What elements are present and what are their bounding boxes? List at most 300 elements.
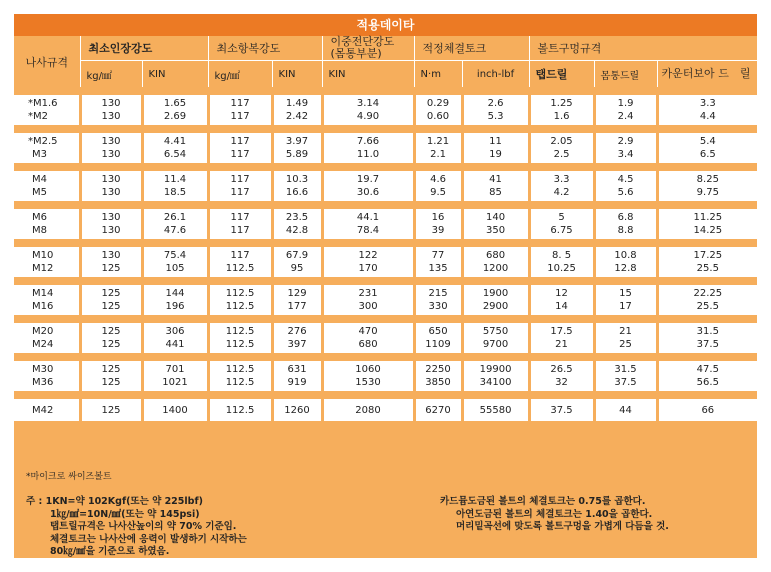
cell-torque-inlbf [462, 171, 529, 201]
cell-value: 701 [165, 364, 185, 375]
cell-yield-kgmm [208, 171, 272, 201]
cell-yield-kgmm [208, 323, 272, 353]
row-gap [14, 239, 757, 247]
cell-value: 140 [485, 212, 506, 223]
cell-value: 30.6 [356, 187, 380, 198]
row-gap-cell [14, 277, 757, 285]
cell-value: 8.8 [617, 225, 634, 236]
cell-torque-inlbf [462, 399, 529, 421]
cell-value: 2.6 [487, 98, 504, 109]
cell-counterbore [657, 171, 757, 201]
cell-value: M8 [32, 225, 47, 236]
cell-value: 1.65 [163, 98, 187, 109]
table-row [14, 323, 757, 353]
cell-value: 55580 [479, 404, 512, 416]
cell-value: M14 [32, 288, 54, 299]
cell-value: 4.5 [617, 174, 634, 185]
cell-value: 1.9 [617, 98, 634, 109]
cell-body-drill [594, 361, 657, 391]
cell-shear-kin [322, 171, 414, 201]
cell-value: 3.97 [285, 136, 309, 147]
cell-value: 330 [428, 301, 448, 312]
cell-value: 117 [230, 149, 250, 160]
cell-value: 6.54 [163, 149, 187, 160]
cell-value: 2.05 [550, 136, 573, 147]
note-left-5: 80㎏/㎟을 기준으로 하였음. [50, 546, 170, 557]
cell-tap-drill [529, 95, 594, 125]
cell-yield-kgmm [208, 399, 272, 421]
cell-value: 112.5 [225, 377, 255, 388]
row-gap-cell [14, 391, 757, 399]
cell-value: M3 [32, 149, 47, 160]
cell-value: 112.5 [225, 263, 255, 274]
cell-value: 117 [230, 136, 250, 147]
cell-value: 4.2 [553, 187, 570, 198]
cell-tensile-kgmm [80, 209, 142, 239]
cell-value: 112.5 [225, 326, 255, 337]
cell-value: M36 [32, 377, 54, 388]
cell-value: 306 [165, 326, 185, 337]
cell-torque-nm [414, 247, 462, 277]
row-gap [14, 163, 757, 171]
cell-value: 470 [358, 326, 378, 337]
note-left-3: 탭트릴규격은 나사산높이의 약 70% 기준임. [50, 521, 237, 532]
cell-tensile-kin [142, 209, 208, 239]
cell-spec [14, 209, 80, 239]
cell-value: 6.75 [550, 225, 573, 236]
cell-tap-drill [529, 133, 594, 163]
header-shear [322, 36, 414, 61]
unit-kin-yield: KIN [272, 61, 322, 88]
cell-tap-drill [529, 323, 594, 353]
cell-value: 10.3 [285, 174, 309, 185]
spec-table [14, 36, 758, 421]
cell-value: 47.6 [163, 225, 187, 236]
cell-value: 1.6 [553, 111, 570, 122]
unit-kgmm-tensile: kg/㎟ [80, 61, 142, 88]
cell-value: *M1.6 [28, 98, 58, 109]
cell-value: M5 [32, 187, 47, 198]
cell-value: 23.5 [285, 212, 309, 223]
table-row [14, 209, 757, 239]
cell-value: 5.3 [487, 111, 504, 122]
cell-value: 56.5 [696, 377, 719, 388]
data-sheet [14, 14, 757, 558]
cell-value: 3.4 [617, 149, 634, 160]
cell-value: *M2.5 [28, 136, 58, 147]
cell-value: 125 [101, 364, 121, 375]
cell-value: 2250 [425, 364, 451, 375]
row-gap-cell [14, 315, 757, 323]
cell-counterbore [657, 285, 757, 315]
cell-value: 1060 [355, 364, 381, 375]
row-gap-cell [14, 239, 757, 247]
cell-shear-kin [322, 95, 414, 125]
cell-shear-kin [322, 399, 414, 421]
cell-value: 18.5 [163, 187, 187, 198]
table-row [14, 133, 757, 163]
cell-value: 631 [287, 364, 307, 375]
cell-value: 19.7 [356, 174, 380, 185]
cell-value: 680 [358, 339, 378, 350]
cell-value: 39 [431, 225, 445, 236]
cell-yield-kgmm [208, 285, 272, 315]
cell-value: 47.5 [696, 364, 719, 375]
cell-value: 2.69 [163, 111, 187, 122]
cell-tensile-kin [142, 285, 208, 315]
table-title: 적용데이타 [14, 14, 757, 36]
cell-yield-kgmm [208, 247, 272, 277]
notes-right [440, 496, 669, 534]
row-gap [14, 125, 757, 133]
note-right-1: 카드뮴도금된 볼트의 체결토크는 0.75를 곱한다. [440, 496, 646, 507]
table-row [14, 285, 757, 315]
row-gap [14, 277, 757, 285]
cell-tensile-kgmm [80, 247, 142, 277]
header-tap-drill: 탭드릴 [529, 61, 594, 88]
cell-value: 130 [101, 187, 121, 198]
cell-value: 44.1 [356, 212, 380, 223]
unit-nm: N·m [414, 61, 462, 88]
footnote-micro-size: *마이크로 싸이즈볼트 [26, 472, 112, 482]
cell-tensile-kin [142, 247, 208, 277]
cell-value: 26.5 [550, 364, 573, 375]
cell-value: 0.29 [426, 98, 450, 109]
cell-yield-kin [272, 247, 322, 277]
cell-value: 1.25 [550, 98, 573, 109]
cell-torque-nm [414, 285, 462, 315]
cell-yield-kin [272, 285, 322, 315]
cell-torque-inlbf [462, 95, 529, 125]
table-body [14, 87, 757, 421]
cell-shear-kin [322, 209, 414, 239]
cell-value: 67.9 [285, 250, 309, 261]
cell-tap-drill [529, 361, 594, 391]
cell-body-drill [594, 247, 657, 277]
cell-tensile-kin [142, 399, 208, 421]
cell-value: 42.8 [285, 225, 309, 236]
header-shear-line2: (몸통부분) [330, 47, 382, 60]
cell-tensile-kgmm [80, 133, 142, 163]
cell-torque-inlbf [462, 133, 529, 163]
cell-value: 41 [489, 174, 502, 185]
cell-value: M10 [32, 250, 54, 261]
cell-value: 6.5 [699, 149, 716, 160]
cell-value: 5 [558, 212, 565, 223]
header-hole: 볼트구멍규격 [529, 36, 757, 61]
cell-shear-kin [322, 285, 414, 315]
cell-counterbore [657, 399, 757, 421]
cell-tensile-kgmm [80, 95, 142, 125]
note-right-3: 머리밑곡선에 맞도록 볼트구멍을 가볍게 다듬을 것. [456, 521, 669, 532]
cell-value: 25 [619, 339, 632, 350]
cell-value: 112.5 [225, 301, 255, 312]
cell-value: 350 [485, 225, 506, 236]
cell-value: 9700 [482, 339, 509, 350]
cell-value: 85 [489, 187, 502, 198]
note-left-4: 체결토크는 나사산에 응력이 발생하기 시작하는 [50, 533, 247, 545]
cell-value: 37.5 [696, 339, 719, 350]
cell-value: 130 [101, 212, 121, 223]
cell-torque-nm [414, 209, 462, 239]
cell-value: 37.5 [550, 404, 573, 416]
cell-value: 177 [287, 301, 307, 312]
cell-value: 196 [165, 301, 185, 312]
cell-value: 144 [165, 288, 185, 299]
cell-value: 1400 [162, 404, 188, 416]
cell-value: 2080 [355, 404, 381, 416]
cell-shear-kin [322, 133, 414, 163]
cell-value: 75.4 [163, 250, 187, 261]
cell-body-drill [594, 323, 657, 353]
cell-value: 117 [230, 187, 250, 198]
cell-yield-kin [272, 399, 322, 421]
cell-value: 2.1 [430, 149, 446, 160]
cell-value: 5.4 [699, 136, 716, 147]
cell-body-drill [594, 209, 657, 239]
header-tensile: 최소인장강도 [80, 36, 208, 61]
cell-shear-kin [322, 361, 414, 391]
cell-tensile-kgmm [80, 323, 142, 353]
cell-value: 6270 [425, 404, 451, 416]
cell-value: M20 [32, 326, 54, 337]
cell-yield-kgmm [208, 133, 272, 163]
cell-value: 16.6 [285, 187, 309, 198]
cell-spec [14, 133, 80, 163]
cell-value: 11.0 [356, 149, 380, 160]
cell-value: 125 [101, 339, 121, 350]
cell-spec [14, 399, 80, 421]
cell-shear-kin [322, 323, 414, 353]
header-shear-line1: 이중전단강도 [330, 35, 395, 48]
cell-value: M24 [32, 339, 54, 350]
cell-value: M16 [32, 301, 54, 312]
cell-value: 12.8 [614, 263, 637, 274]
cell-value: 117 [230, 250, 250, 261]
header-torque: 적정체결토크 [414, 36, 529, 61]
cell-spec [14, 247, 80, 277]
cell-value: 5.6 [617, 187, 634, 198]
row-gap [14, 391, 757, 399]
cell-torque-nm [414, 95, 462, 125]
cell-yield-kin [272, 323, 322, 353]
cell-value: 112.5 [225, 364, 255, 375]
cell-tap-drill [529, 209, 594, 239]
cell-yield-kin [272, 171, 322, 201]
cell-value: 276 [287, 326, 307, 337]
cell-value: 8.25 [696, 174, 719, 185]
cell-value: 66 [701, 404, 715, 416]
cell-value: 9.5 [430, 187, 446, 198]
cell-value: 17 [619, 301, 632, 312]
cell-value: 0.60 [426, 111, 450, 122]
cell-value: M6 [32, 212, 47, 223]
cell-value: 17.25 [693, 250, 723, 261]
cell-value: 125 [101, 263, 121, 274]
cell-value: 37.5 [614, 377, 637, 388]
cell-value: 1200 [482, 263, 509, 274]
cell-value: 1900 [482, 288, 509, 299]
cell-value: 14.25 [693, 225, 723, 236]
cell-value: 31.5 [614, 364, 637, 375]
cell-value: 170 [358, 263, 378, 274]
cell-value: 397 [287, 339, 307, 350]
cell-value: 9.75 [696, 187, 719, 198]
cell-value: 12 [555, 288, 568, 299]
cell-value: 117 [230, 98, 250, 109]
note-left-1: 주 : 1KN=약 102Kgf(또는 약 225lbf) [26, 496, 203, 507]
cell-value: 25.5 [696, 301, 719, 312]
row-gap-cell [14, 125, 757, 133]
cell-value: 11 [489, 136, 502, 147]
cell-tap-drill [529, 171, 594, 201]
cell-counterbore [657, 209, 757, 239]
cell-value: 3.3 [553, 174, 570, 185]
cell-value: 1.21 [426, 136, 450, 147]
cell-torque-nm [414, 399, 462, 421]
cell-value: 130 [101, 250, 121, 261]
cell-value: 130 [101, 98, 121, 109]
cell-value: *M2 [28, 111, 48, 122]
cell-value: 125 [101, 404, 121, 416]
cell-value: 3.14 [356, 98, 380, 109]
cell-value: 2.4 [617, 111, 634, 122]
cell-value: 130 [101, 174, 121, 185]
cell-value: 26.1 [163, 212, 187, 223]
cell-yield-kin [272, 361, 322, 391]
cell-value: 215 [428, 288, 448, 299]
cell-value: 11.4 [163, 174, 187, 185]
cell-yield-kin [272, 95, 322, 125]
cell-value: 125 [101, 288, 121, 299]
header-counterbore-bc [718, 67, 751, 80]
cell-value: M4 [32, 174, 47, 185]
cell-tap-drill [529, 247, 594, 277]
cell-value: 441 [165, 339, 185, 350]
row-gap-cell [14, 163, 757, 171]
cell-torque-inlbf [462, 285, 529, 315]
cell-counterbore [657, 133, 757, 163]
cell-value: 129 [287, 288, 307, 299]
cell-value: 125 [101, 301, 121, 312]
cell-value: 2.9 [617, 136, 634, 147]
header-counterbore-a: 카운터보아 [661, 67, 715, 80]
cell-body-drill [594, 285, 657, 315]
table-row [14, 361, 757, 391]
cell-tensile-kgmm [80, 361, 142, 391]
cell-tensile-kin [142, 361, 208, 391]
cell-value: 112.5 [225, 288, 255, 299]
cell-value: 1109 [425, 339, 451, 350]
header-counterbore-b: 드 [718, 67, 729, 80]
cell-tensile-kin [142, 95, 208, 125]
cell-value: 2.5 [553, 149, 570, 160]
note-right-2: 아연도금된 볼트의 체결토크는 1.40을 곱한다. [456, 508, 653, 520]
row-gap [14, 87, 757, 95]
cell-value: 1.49 [285, 98, 309, 109]
cell-counterbore [657, 247, 757, 277]
cell-value: 130 [101, 225, 121, 236]
cell-body-drill [594, 95, 657, 125]
cell-value: 19900 [479, 364, 512, 375]
cell-value: 10.8 [614, 250, 637, 261]
cell-value: M30 [32, 364, 54, 375]
cell-value: 31.5 [696, 326, 719, 337]
cell-torque-nm [414, 133, 462, 163]
cell-body-drill [594, 171, 657, 201]
cell-spec [14, 323, 80, 353]
cell-value: 77 [431, 250, 445, 261]
cell-value: 112.5 [225, 404, 255, 416]
table-row [14, 247, 757, 277]
cell-value: 44 [619, 404, 632, 416]
cell-value: 4.6 [430, 174, 446, 185]
cell-value: 19 [489, 149, 502, 160]
header-body-drill: 몸통드릴 [594, 61, 657, 88]
cell-tap-drill [529, 285, 594, 315]
cell-value: 4.90 [356, 111, 380, 122]
cell-value: 17.5 [550, 326, 573, 337]
cell-value: 130 [101, 136, 121, 147]
cell-value: 105 [165, 263, 185, 274]
cell-value: 8. 5 [552, 250, 572, 261]
cell-yield-kgmm [208, 95, 272, 125]
cell-value: 2.42 [285, 111, 309, 122]
row-gap-cell [14, 201, 757, 209]
cell-tensile-kin [142, 323, 208, 353]
cell-counterbore [657, 361, 757, 391]
cell-value: 919 [287, 377, 307, 388]
cell-value: 32 [555, 377, 568, 388]
cell-yield-kgmm [208, 209, 272, 239]
cell-value: 300 [358, 301, 378, 312]
cell-value: 130 [101, 149, 121, 160]
row-gap [14, 353, 757, 361]
cell-value: 3.3 [699, 98, 716, 109]
cell-value: 5.89 [285, 149, 309, 160]
cell-torque-inlbf [462, 323, 529, 353]
cell-value: 231 [358, 288, 378, 299]
cell-value: 680 [485, 250, 506, 261]
unit-kin-shear: KIN [322, 61, 414, 88]
row-gap-cell [14, 353, 757, 361]
unit-inlbf: inch-lbf [462, 61, 529, 88]
cell-value: 10.25 [547, 263, 576, 274]
cell-value: 6.8 [617, 212, 634, 223]
cell-yield-kin [272, 209, 322, 239]
cell-value: 21 [619, 326, 632, 337]
cell-value: M12 [32, 263, 54, 274]
cell-value: 112.5 [225, 339, 255, 350]
cell-value: 117 [230, 174, 250, 185]
cell-counterbore [657, 323, 757, 353]
cell-tensile-kin [142, 133, 208, 163]
cell-value: 4.4 [699, 111, 716, 122]
cell-value: 34100 [479, 377, 512, 388]
table-row [14, 171, 757, 201]
cell-value: 125 [101, 326, 121, 337]
row-gap-cell [14, 87, 757, 95]
cell-value: 95 [290, 263, 304, 274]
cell-value: 125 [101, 377, 121, 388]
header-spec: 나사규격 [14, 36, 80, 87]
cell-spec [14, 361, 80, 391]
cell-spec [14, 171, 80, 201]
cell-value: 3850 [425, 377, 451, 388]
cell-value: M42 [32, 404, 54, 416]
table-row [14, 95, 757, 125]
cell-spec [14, 95, 80, 125]
